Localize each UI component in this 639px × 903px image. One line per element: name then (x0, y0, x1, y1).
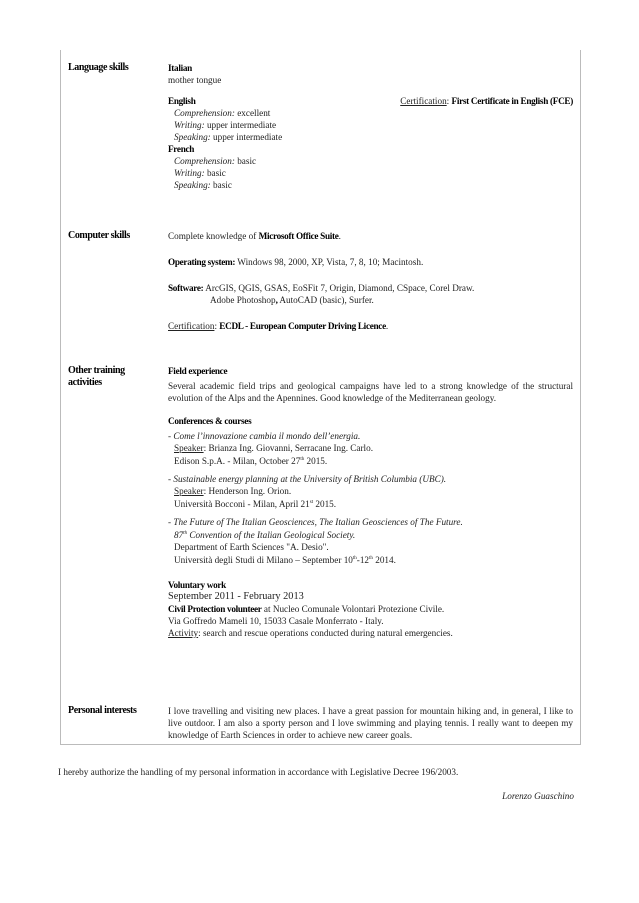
conf2-speaker-key: Speaker (174, 486, 204, 496)
french-writing-key: Writing: (174, 168, 205, 178)
conferences-heading: Conferences & courses (168, 416, 252, 426)
english-comprehension-value: excellent (237, 108, 271, 118)
conf1-speaker (168, 442, 573, 454)
training-label-line-2: activities (68, 377, 102, 388)
ecdl-prefix: Certification (168, 321, 215, 331)
english-cert-prefix: Certification (400, 96, 447, 106)
conf1-sup: th (300, 457, 305, 462)
voluntary-address: Via Goffredo Mameli 10, 15033 Casale Monferrato - Italy. (168, 616, 384, 626)
field-experience-text: Several academic field trips and geological campaigns have led to a strong knowledge of the structural evolution of the Alps and the Apennines. Good knowledge of the Mediterranean geology. (168, 381, 573, 403)
software-photoshop: Adobe Photoshop (210, 295, 276, 305)
software-list-2: AutoCAD (basic), Surfer. (279, 295, 374, 305)
conf3-place-text: Università degli Studi di Milano – September 10 (174, 555, 353, 565)
conf3-sup-1: th (352, 556, 357, 561)
conf2-speaker-value: : Henderson Ing. Orion. (203, 486, 292, 496)
conf1-title-text: Come l’innovazione cambia il mondo dell’energia. (173, 431, 361, 441)
computer-skills-content (168, 230, 573, 332)
conf1-title: - Come l’innovazione cambia il mondo dell’energia. (168, 431, 361, 441)
english-heading: English (168, 96, 196, 106)
voluntary-activity (168, 627, 573, 639)
conf3-title-text: The Future of The Italian Geosciences, The Italian Geosciences of The Future. (173, 517, 463, 527)
english-cert-sep: : (446, 96, 450, 106)
french-comprehension-key: Comprehension: (174, 156, 235, 166)
english-comprehension-key: Comprehension: (174, 108, 235, 118)
voluntary-role (168, 603, 573, 615)
conf3-sup-2: th (369, 556, 373, 561)
training-content (168, 365, 573, 639)
conf3-mid: -12 (356, 555, 370, 565)
office-post: . (338, 231, 341, 241)
training-label (68, 365, 125, 389)
conf2-sup: st (309, 500, 314, 505)
french-speaking-key: Speaking: (174, 180, 211, 190)
conf1-place (168, 454, 573, 467)
english-speaking-key: Speaking: (174, 132, 211, 142)
conf2-title-text: Sustainable energy planning at the University of British Columbia (UBC). (173, 474, 447, 484)
training-label-line-1: Other training (68, 365, 125, 376)
field-experience-heading: Field experience (168, 366, 228, 376)
conf2-speaker (168, 485, 573, 497)
english-writing-value: upper intermediate (206, 120, 277, 130)
os-value: Windows 98, 2000, XP, Vista, 7, 8, 10; Macintosh. (237, 257, 424, 267)
conf3-conv-num: 87 (174, 530, 184, 540)
french-comprehension-value: basic (237, 156, 257, 166)
voluntary-work-heading: Voluntary work (168, 580, 226, 590)
conf2-year: 2015. (315, 499, 337, 509)
software-line-1 (168, 282, 573, 294)
conf3-year: 2014. (375, 555, 396, 565)
conf3-title: - The Future of The Italian Geosciences, The Italian Geosciences of The Future. (168, 517, 463, 527)
voluntary-activity-value: : search and rescue operations conducted during natural emergencies. (198, 628, 453, 638)
french-writing-value: basic (206, 168, 226, 178)
computer-skills-label: Computer skills (68, 230, 130, 241)
conf1-speaker-value: : Brianza Ing. Giovanni, Serracane Ing. Carlo. (203, 443, 373, 453)
conf1-year: 2015. (306, 456, 328, 466)
ecdl-post: . (385, 321, 389, 331)
ecdl-value: ECDL - European Computer Driving Licence (219, 321, 386, 331)
french-heading: French (168, 144, 195, 154)
software-label: Software: (168, 283, 204, 293)
english-certification (400, 95, 573, 107)
conf1-speaker-key: Speaker (174, 443, 204, 453)
personal-interests-text: I love travelling and visiting new places. I have a great passion for mountain hiking and, in general, I like to live outdoor. I am also a sporty person and I love swimming and playing tennis. I really want to deepen my knowledge of Earth Sciences in order to achieve new career goals. (168, 706, 573, 740)
office-line (168, 230, 573, 242)
voluntary-org: at Nucleo Comunale Volontari Protezione Civile. (263, 604, 445, 614)
conf2-title: - Sustainable energy planning at the University of British Columbia (UBC). (168, 474, 447, 484)
authorization-statement: I hereby authorize the handling of my personal information in accordance with Legislative Decree 196/2003. (58, 767, 459, 777)
conf3-conv-text: Convention of the Italian Geological Society. (189, 530, 356, 540)
ecdl-line (168, 320, 573, 332)
conf3-place (168, 553, 573, 566)
english-speaking-value: upper intermediate (213, 132, 283, 142)
os-label: Operating system: (168, 257, 236, 267)
voluntary-activity-key: Activity (168, 628, 199, 638)
ecdl-sep: : (214, 321, 217, 331)
voluntary-dates: September 2011 - February 2013 (168, 591, 304, 602)
software-comma: , (275, 295, 278, 305)
conf1-place-text: Edison S.p.A. - Milan, October 27 (174, 456, 301, 466)
office-suite: Microsoft Office Suite (258, 231, 339, 241)
signature: Lorenzo Guaschino (502, 791, 574, 801)
office-pre: Complete knowledge of (168, 231, 257, 241)
personal-interests-label: Personal interests (68, 705, 137, 716)
italian-level: mother tongue (168, 75, 222, 85)
conf3-department: Department of Earth Sciences "A. Desio". (174, 542, 329, 552)
english-writing-key: Writing: (174, 120, 205, 130)
french-speaking-value: basic (213, 180, 232, 190)
conf2-place-text: Università Bocconi - Milan, April 21 (174, 499, 310, 509)
software-line-2 (168, 294, 573, 306)
conf3-convention (168, 528, 573, 541)
os-line (168, 256, 573, 268)
language-skills-label: Language skills (68, 62, 129, 73)
english-cert-value: First Certificate in English (FCE) (451, 96, 573, 106)
software-list-1: ArcGIS, QGIS, GSAS, EoSFit 7, Origin, Diamond, CSpace, Corel Draw. (205, 283, 475, 293)
voluntary-role-title: Civil Protection volunteer (168, 604, 262, 614)
language-skills-content (168, 62, 573, 191)
conf2-place (168, 497, 573, 510)
italian-heading: Italian (168, 63, 192, 73)
conf3-conv-sup: th (183, 531, 188, 536)
